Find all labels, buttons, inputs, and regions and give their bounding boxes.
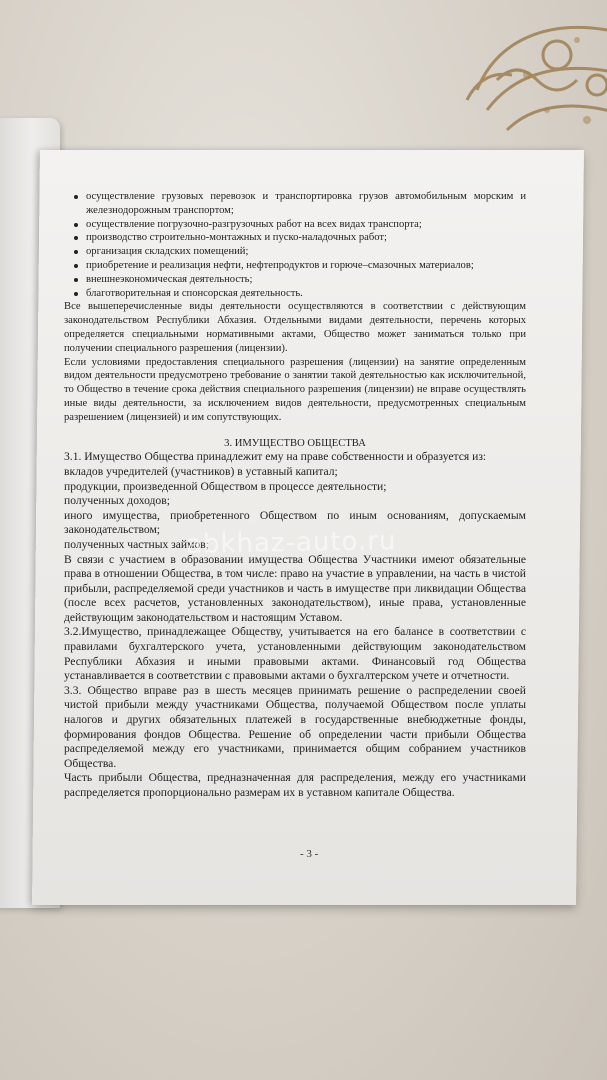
list-item: полученных частных займов; <box>64 537 209 551</box>
section-3-body <box>64 450 526 800</box>
list-item: осуществление погрузочно-разгрузочных работ на всех видах транспорта; <box>64 218 526 232</box>
list-item: продукции, произведенной Обществом в процессе деятельности; <box>64 479 387 493</box>
list-item: благотворительная и спонсорская деятельность. <box>64 287 526 301</box>
activity-list <box>64 190 526 300</box>
bullet-icon <box>74 250 78 254</box>
paragraph-activities-law: Все вышеперечисленные виды деятельности осуществляются в соответствии с действующим законодательством Республики Абхазия. Отдельными видами деятельности, перечень которых определяется специальными нормативными актами, Общество может заниматься только при получении специального разрешения (лицензии). <box>64 301 526 354</box>
lace-ornament <box>437 0 607 170</box>
bullet-icon <box>74 223 78 227</box>
section-heading: 3. ИМУЩЕСТВО ОБЩЕСТВА <box>224 437 366 449</box>
paragraph-license: Если условиями предоставления специального разрешения (лицензии) на занятие определенным видом деятельности предусмотрено требование о занятии такой деятельностью как исключительной, то Общество в течение срока действия специального разрешения (лицензии) не вправе осуществлять иные виды деятельности, за исключением видов деятельности, предусмотренных специальным разрешением (лицензией) и им сопутствующих. <box>64 356 526 423</box>
clause-3-3: 3.3. Общество вправе раз в шесть месяцев принимать решение о распределении своей чистой прибыли между участниками Общества, получаемой Обществом после уплаты налогов и других обязательных платежей в государственные внебюджетные фонды, формирования фондов Общества. Решение об определении части прибыли Общества распределяемой между его участниками, принимается общим собранием участников Общества. <box>64 683 526 770</box>
bullet-icon <box>74 292 78 296</box>
page-number: - 3 - <box>300 848 319 860</box>
list-item: осуществление грузовых перевозок и транспортировка грузов автомобильным морским и железнодорожным транспортом; <box>64 190 526 218</box>
list-item: организация складских помещений; <box>64 245 526 259</box>
bullet-icon <box>74 195 78 199</box>
clause-3-1: 3.1. Имущество Общества принадлежит ему на праве собственности и образуется из: <box>64 450 487 464</box>
list-item: вкладов учредителей (участников) в уставный капитал; <box>64 464 338 478</box>
list-item: полученных доходов; <box>64 494 170 508</box>
bullet-icon <box>74 278 78 282</box>
paragraph-profit-distribution: Часть прибыли Общества, предназначенная для распределения, между его участниками распределяется пропорционально размерам их в уставном капитале Общества. <box>64 771 526 799</box>
list-item: производство строительно-монтажных и пуско-наладочных работ; <box>64 231 526 245</box>
list-item: иного имущества, приобретенного Обществом по иным основаниям, допускаемым законодательством; <box>64 508 526 537</box>
clause-3-2: 3.2.Имущество, принадлежащее Обществу, учитывается на его балансе в соответствии с правилами бухгалтерского учета, установленными действующим законодательством Республики Абхазия и иными правовыми актами. Финансовый год Общества устанавливается в соответствии с правовыми актами о бухгалтерском учете и отчетности. <box>64 625 526 683</box>
bullet-icon <box>74 236 78 240</box>
document-text <box>64 190 526 801</box>
bullet-icon <box>74 264 78 268</box>
list-item: внешнеэкономическая деятельность; <box>64 273 526 287</box>
list-item: приобретение и реализация нефти, нефтепродуктов и горюче–смазочных материалов; <box>64 259 526 273</box>
paragraph-participant-rights: В связи с участием в образовании имущества Общества Участники имеют обязательные права в отношении Общества, в том числе: право на участие в управлении, на часть в чистой прибыли, распределяемой среди участников и часть в имуществе при ликвидации Общества (после всех расчетов, установленных законодательством), иные права, установленные действующим законодательством и настоящим Уставом. <box>64 552 526 624</box>
watermark: abkhaz-auto.ru <box>185 526 397 560</box>
